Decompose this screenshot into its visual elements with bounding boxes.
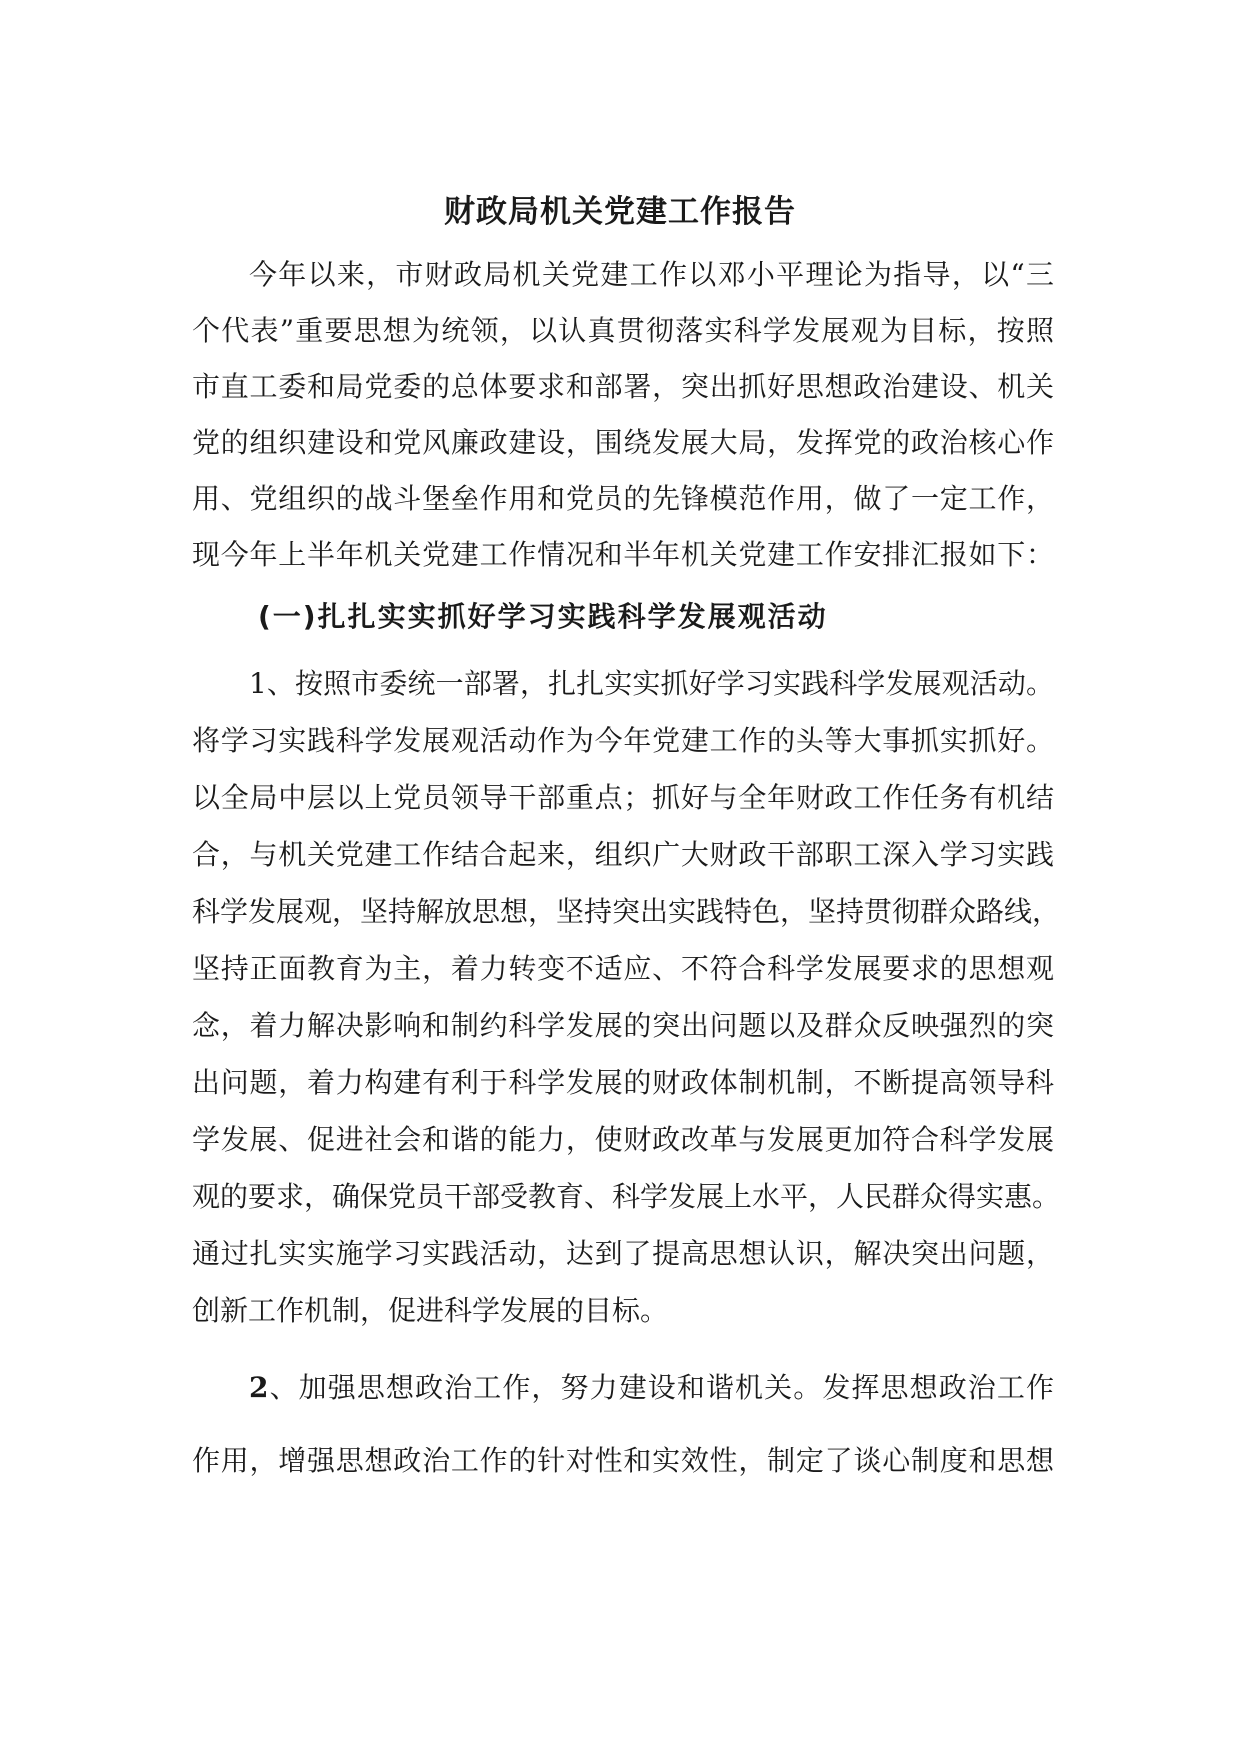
item1-line: 科学发展观，坚持解放思想，坚持突出实践特色，坚持贯彻群众路线， [192,895,1061,928]
intro-line: 现今年上半年机关党建工作情况和半年机关党建工作安排汇报如下： [192,538,1054,571]
intro-line: 今年以来，市财政局机关党建工作以邓小平理论为指导，以“三 [249,258,1054,291]
item1-line: 坚持正面教育为主，着力转变不适应、不符合科学发展要求的思想观 [192,952,1054,985]
item1-line: 通过扎实实施学习实践活动，达到了提高思想认识，解决突出问题， [192,1237,1054,1270]
item1-line: 观的要求，确保党员干部受教育、科学发展上水平，人民群众得实惠。 [192,1180,1061,1213]
document-title: 财政局机关党建工作报告 [444,194,796,230]
item1-line: 合，与机关党建工作结合起来，组织广大财政干部职工深入学习实践 [192,838,1054,871]
item1-line: 出问题，着力构建有利于科学发展的财政体制机制，不断提高领导科 [192,1066,1054,1099]
item1-line: 以全局中层以上党员领导干部重点；抓好与全年财政工作任务有机结 [192,781,1054,814]
item1-line: 将学习实践科学发展观活动作为今年党建工作的头等大事抓实抓好。 [192,724,1054,757]
intro-line: 市直工委和局党委的总体要求和部署，突出抓好思想政治建设、机关 [192,370,1054,403]
intro-line: 用、党组织的战斗堡垒作用和党员的先锋模范作用，做了一定工作， [192,482,1054,515]
item1-line: 1、按照市委统一部署，扎扎实实抓好学习实践科学发展观活动。 [249,667,1054,700]
item2-line: 作用，增强思想政治工作的针对性和实效性，制定了谈心制度和思想 [192,1444,1054,1477]
item2-first-line-text: 、加强思想政治工作，努力建设和谐机关。发挥思想政治工作 [268,1371,1054,1404]
item1-line: 学发展、促进社会和谐的能力，使财政改革与发展更加符合科学发展 [192,1123,1054,1156]
item2-first-line [249,1368,1054,1408]
item2-number: 2 [249,1371,269,1404]
intro-line: 党的组织建设和党风廉政建设，围绕发展大局，发挥党的政治核心作 [192,426,1054,459]
section-heading: (一)扎扎实实抓好学习实践科学发展观活动 [258,600,828,633]
item1-line: 念，着力解决影响和制约科学发展的突出问题以及群众反映强烈的突 [192,1009,1054,1042]
intro-line: 个代表”重要思想为统领，以认真贯彻落实科学发展观为目标，按照 [192,314,1054,347]
item1-line: 创新工作机制，促进科学发展的目标。 [192,1294,669,1327]
